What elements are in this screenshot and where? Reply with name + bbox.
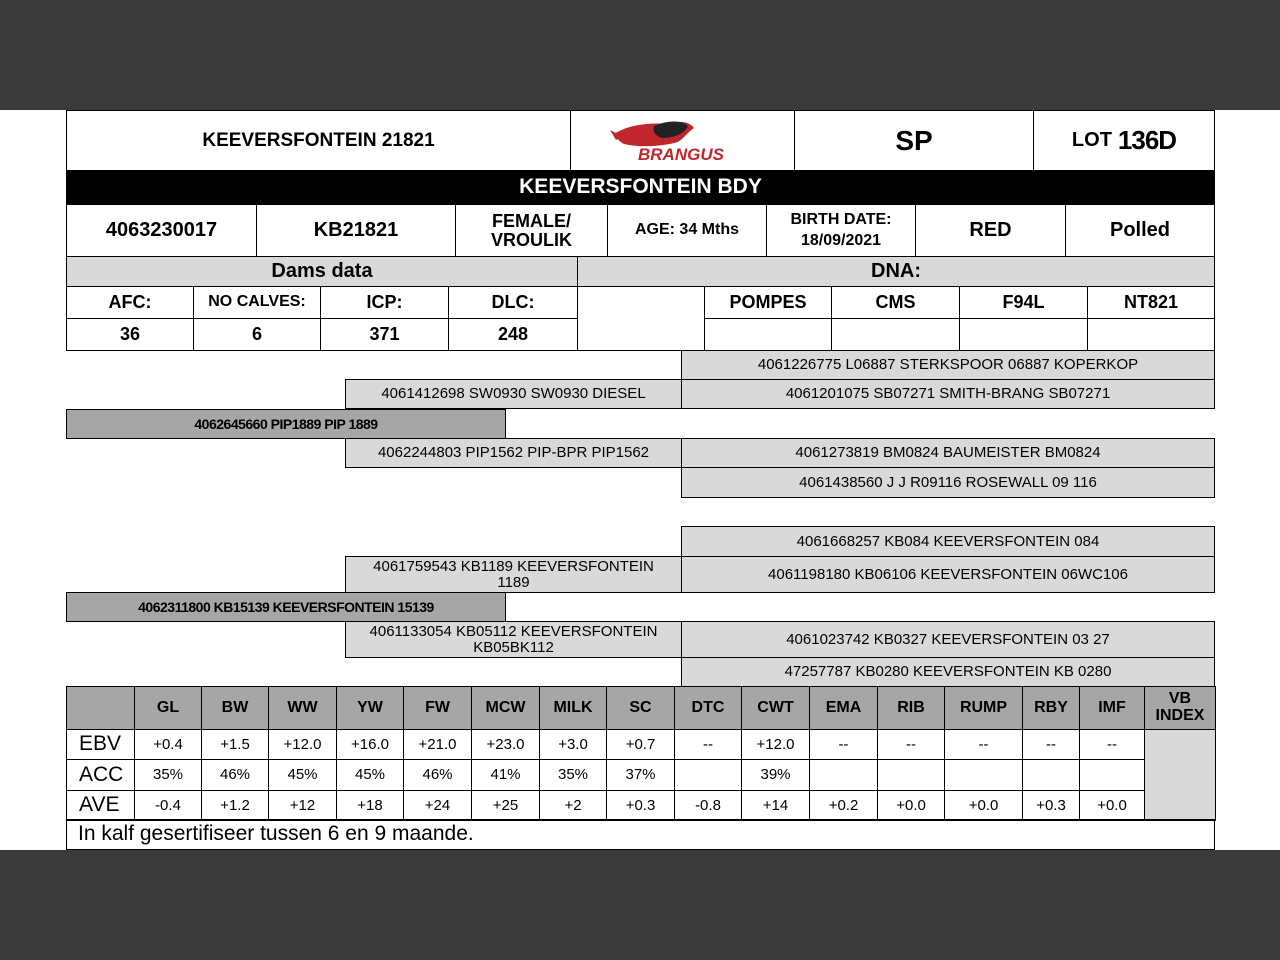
- ebv-header-dtc: DTC: [674, 686, 742, 730]
- ebv-header-yw: YW: [336, 686, 404, 730]
- ebv-cell-ave-ema: +0.2: [809, 790, 878, 821]
- ebv-cell-acc-imf: [1079, 759, 1145, 791]
- ebv-header-milk: MILK: [539, 686, 607, 730]
- dams-header-icp: ICP:: [320, 286, 449, 319]
- ebv-cell-ebv-cwt: +12.0: [741, 729, 810, 760]
- dams-value-calves: 6: [193, 318, 321, 351]
- ebv-cell-ebv-mcw: +23.0: [471, 729, 540, 760]
- lot-label: LOT: [1071, 129, 1112, 151]
- ebv-cell-ebv-ema: --: [809, 729, 878, 760]
- herd-banner: KEEVERSFONTEIN BDY: [66, 170, 1215, 205]
- ebv-cell-ave-yw: +18: [336, 790, 404, 821]
- ebv-cell-acc-cwt: 39%: [741, 759, 810, 791]
- ebv-row-label-acc: ACC: [66, 759, 135, 791]
- pedigree-sire-sire-dam: 4061201075 SB07271 SMITH-BRANG SB07271: [681, 379, 1215, 409]
- ebv-header-corner: [66, 686, 135, 730]
- ebv-header-gl: GL: [134, 686, 202, 730]
- ebv-cell-acc-fw: 46%: [403, 759, 472, 791]
- pedigree-sire-dam-dam: 4061438560 J J R09116 ROSEWALL 09 116: [681, 467, 1215, 498]
- ebv-cell-ave-mcw: +25: [471, 790, 540, 821]
- ebv-cell-acc-rump: [944, 759, 1023, 791]
- tattoo: KB21821: [256, 204, 456, 257]
- ebv-cell-acc-ema: [809, 759, 878, 791]
- ebv-cell-ave-bw: +1.2: [201, 790, 269, 821]
- horn-status: Polled: [1065, 204, 1215, 257]
- ebv-cell-ave-sc: +0.3: [606, 790, 675, 821]
- ebv-cell-acc-rby: [1022, 759, 1080, 791]
- ebv-cell-acc-ww: 45%: [268, 759, 337, 791]
- pedigree-sire-dam-sire: 4061273819 BM0824 BAUMEISTER BM0824: [681, 438, 1215, 468]
- dams-value-dlc: 248: [448, 318, 578, 351]
- dna-header-nt821: NT821: [1087, 286, 1215, 319]
- brangus-logo: [570, 110, 795, 171]
- ebv-header-imf: IMF: [1079, 686, 1145, 730]
- ebv-vb-index-value: [1144, 729, 1216, 821]
- ebv-cell-ave-dtc: -0.8: [674, 790, 742, 821]
- dams-header-afc: AFC:: [66, 286, 194, 319]
- ebv-cell-ebv-fw: +21.0: [403, 729, 472, 760]
- dna-title: DNA:: [577, 256, 1215, 287]
- ebv-header-vb-index: VB INDEX: [1144, 686, 1216, 730]
- sex: FEMALE/ VROULIK: [455, 204, 608, 257]
- pedigree-sire: 4062645660 PIP1889 PIP 1889: [66, 409, 506, 439]
- pedigree-dam-dam-sire: 4061023742 KB0327 KEEVERSFONTEIN 03 27: [681, 621, 1215, 658]
- ebv-header-rby: RBY: [1022, 686, 1080, 730]
- ebv-header-sc: SC: [606, 686, 675, 730]
- age: AGE: 34 Mths: [607, 204, 767, 257]
- ebv-cell-ebv-sc: +0.7: [606, 729, 675, 760]
- ebv-cell-ebv-rump: --: [944, 729, 1023, 760]
- pedigree-dam-sire-sire: 4061668257 KB084 KEEVERSFONTEIN 084: [681, 526, 1215, 557]
- ebv-header-mcw: MCW: [471, 686, 540, 730]
- pedigree-dam-dam-dam: 47257787 KB0280 KEEVERSFONTEIN KB 0280: [681, 657, 1215, 687]
- ebv-cell-acc-gl: 35%: [134, 759, 202, 791]
- ebv-cell-ebv-ww: +12.0: [268, 729, 337, 760]
- birth-date-label: BIRTH DATE:: [790, 210, 892, 228]
- sale-sheet: [0, 110, 1280, 850]
- ebv-cell-ebv-yw: +16.0: [336, 729, 404, 760]
- ebv-row-label-ebv: EBV: [66, 729, 135, 760]
- dams-header-calves: NO CALVES:: [193, 286, 321, 319]
- certification-note: In kalf gesertifiseer tussen 6 en 9 maande.: [66, 819, 1215, 850]
- pedigree-dam: 4062311800 KB15139 KEEVERSFONTEIN 15139: [66, 592, 506, 622]
- pedigree-sire-dam: 4062244803 PIP1562 PIP-BPR PIP1562: [345, 438, 682, 468]
- ebv-cell-acc-yw: 45%: [336, 759, 404, 791]
- ebv-cell-ave-fw: +24: [403, 790, 472, 821]
- bull-logo-icon: [608, 118, 758, 164]
- ebv-cell-acc-mcw: 41%: [471, 759, 540, 791]
- ebv-header-rib: RIB: [877, 686, 945, 730]
- dams-value-icp: 371: [320, 318, 449, 351]
- lot-box: [1033, 110, 1215, 171]
- ebv-header-bw: BW: [201, 686, 269, 730]
- ebv-cell-ebv-rib: --: [877, 729, 945, 760]
- ebv-cell-acc-dtc: [674, 759, 742, 791]
- ebv-header-fw: FW: [403, 686, 472, 730]
- ebv-cell-ave-rump: +0.0: [944, 790, 1023, 821]
- ebv-cell-ave-rib: +0.0: [877, 790, 945, 821]
- pedigree-sire-sire-sire: 4061226775 L06887 STERKSPOOR 06887 KOPERKOP: [681, 350, 1215, 380]
- ebv-cell-ebv-dtc: --: [674, 729, 742, 760]
- animal-name: KEEVERSFONTEIN 21821: [66, 110, 571, 171]
- birth-date: 18/09/2021: [800, 231, 882, 249]
- ebv-cell-ebv-imf: --: [1079, 729, 1145, 760]
- ebv-header-ema: EMA: [809, 686, 878, 730]
- ebv-cell-ave-ww: +12: [268, 790, 337, 821]
- pedigree-sire-sire: 4061412698 SW0930 SW0930 DIESEL: [345, 379, 682, 409]
- dna-header-f94l: F94L: [959, 286, 1088, 319]
- pedigree-dam-dam: 4061133054 KB05112 KEEVERSFONTEIN KB05BK112: [345, 621, 682, 658]
- ebv-cell-acc-milk: 35%: [539, 759, 607, 791]
- lot-number: 136D: [1117, 124, 1177, 155]
- dna-value-f94l: [959, 318, 1088, 351]
- ebv-cell-ave-cwt: +14: [741, 790, 810, 821]
- dams-header-dlc: DLC:: [448, 286, 578, 319]
- category-code: SP: [794, 110, 1034, 171]
- ebv-header-rump: RUMP: [944, 686, 1023, 730]
- ebv-row-label-ave: AVE: [66, 790, 135, 821]
- colour: RED: [915, 204, 1066, 257]
- dna-value-nt821: [1087, 318, 1215, 351]
- ebv-cell-ave-rby: +0.3: [1022, 790, 1080, 821]
- ebv-cell-ebv-milk: +3.0: [539, 729, 607, 760]
- pedigree-dam-sire: 4061759543 KB1189 KEEVERSFONTEIN 1189: [345, 556, 682, 593]
- ebv-cell-ave-imf: +0.0: [1079, 790, 1145, 821]
- ebv-header-cwt: CWT: [741, 686, 810, 730]
- ebv-cell-ave-milk: +2: [539, 790, 607, 821]
- dna-value-pompes: [704, 318, 832, 351]
- ebv-cell-ave-gl: -0.4: [134, 790, 202, 821]
- ebv-cell-acc-bw: 46%: [201, 759, 269, 791]
- ebv-cell-ebv-bw: +1.5: [201, 729, 269, 760]
- animal-id: 4063230017: [66, 204, 257, 257]
- ebv-cell-ebv-gl: +0.4: [134, 729, 202, 760]
- ebv-header-ww: WW: [268, 686, 337, 730]
- dna-header-pompes: POMPES: [704, 286, 832, 319]
- dna-blank: [577, 286, 705, 351]
- dams-value-afc: 36: [66, 318, 194, 351]
- dams-title: Dams data: [66, 256, 578, 287]
- ebv-cell-ebv-rby: --: [1022, 729, 1080, 760]
- birth-date-box: [766, 204, 916, 257]
- dna-header-cms: CMS: [831, 286, 960, 319]
- pedigree-dam-sire-dam: 4061198180 KB06106 KEEVERSFONTEIN 06WC106: [681, 556, 1215, 593]
- dna-value-cms: [831, 318, 960, 351]
- ebv-cell-acc-sc: 37%: [606, 759, 675, 791]
- logo-text: BRANGUS: [637, 144, 724, 164]
- ebv-cell-acc-rib: [877, 759, 945, 791]
